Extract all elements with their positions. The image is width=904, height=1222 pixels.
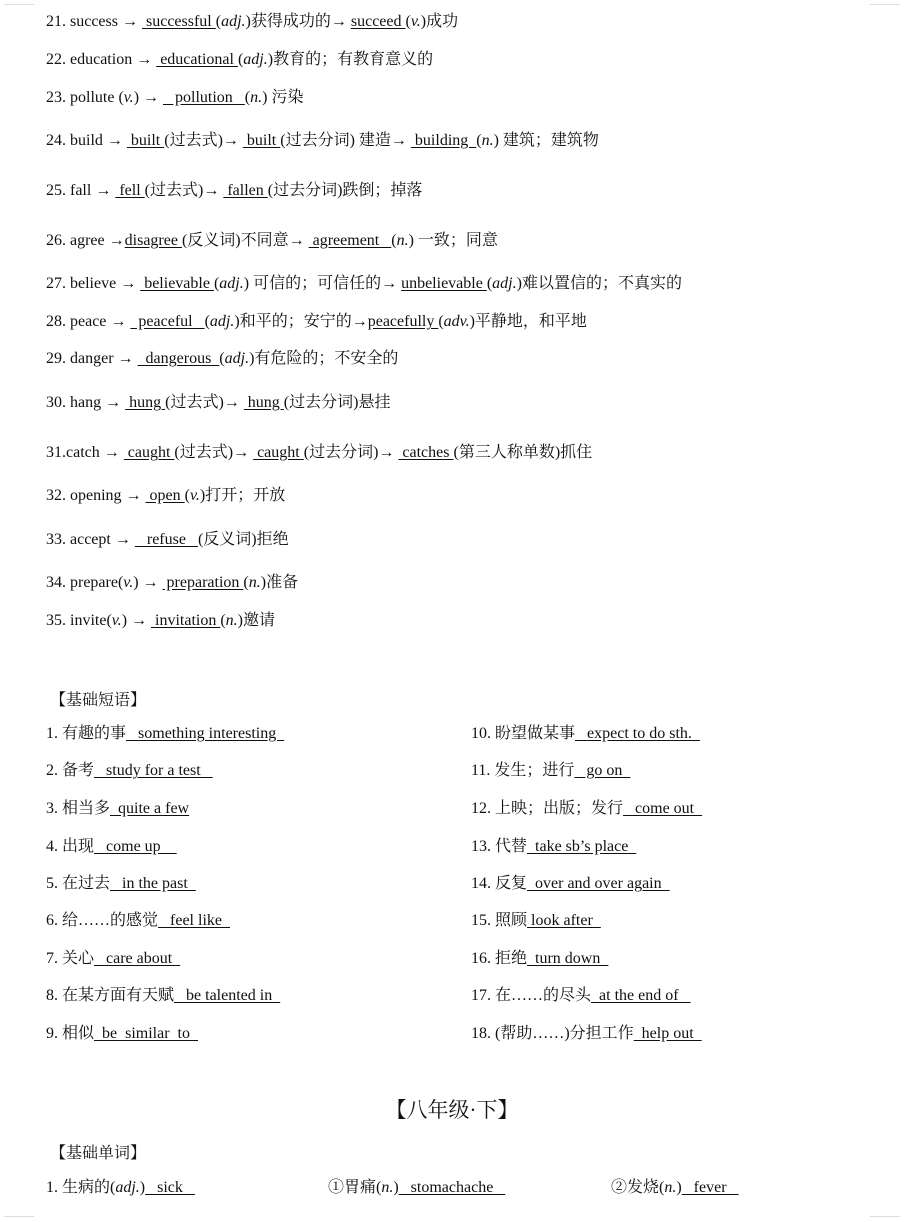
phrase-answer: go on	[574, 762, 631, 779]
phrase-item	[46, 761, 213, 781]
answer-text: fell	[115, 182, 145, 199]
item-text: 29. danger →	[46, 350, 138, 367]
phrase-number: 6.	[46, 912, 62, 929]
phrase-chinese: 关心	[62, 950, 95, 967]
phrase-number: 15.	[471, 912, 495, 929]
phrase-chinese: 在过去	[62, 875, 111, 892]
word-item	[46, 131, 599, 151]
corner-mark	[870, 4, 900, 5]
part-of-speech: v.	[410, 13, 421, 30]
part-of-speech: n.	[250, 89, 263, 106]
phrase-chinese: 有趣的事	[62, 725, 127, 742]
item-text: )成功	[420, 13, 459, 30]
item-text: 24. build →	[46, 132, 127, 149]
vocab-prompt: 1. 生病的(	[46, 1179, 116, 1196]
phrase-number: 11.	[471, 762, 495, 779]
part-of-speech: adj.	[209, 313, 235, 330]
phrase-answer: in the past	[110, 875, 196, 892]
vocab-section-title: 【基础单词】	[50, 1145, 147, 1162]
item-text: (	[184, 487, 190, 504]
part-of-speech: adj.	[243, 51, 268, 68]
phrase-item	[46, 874, 196, 894]
phrase-number: 3.	[46, 800, 62, 817]
phrase-answer: quite a few	[110, 800, 190, 817]
phrase-chinese: 拒绝	[495, 950, 528, 967]
phrase-answer: come up	[94, 838, 177, 855]
phrase-number: 8.	[46, 987, 62, 1004]
item-text: (	[204, 313, 210, 330]
answer-text: agreement	[308, 232, 392, 249]
item-text: (	[243, 574, 249, 591]
item-text: )获得成功的→	[245, 13, 351, 30]
answer-text: caught	[253, 444, 304, 461]
phrase-answer: look after	[527, 912, 601, 929]
phrase-chinese: 反复	[495, 875, 528, 892]
phrase-chinese: (帮助……)分担工作	[495, 1025, 634, 1042]
phrase-answer: take sb’s place	[527, 838, 637, 855]
item-text: (过去式)→	[164, 132, 243, 149]
word-item	[46, 312, 587, 332]
answer-text: catches	[398, 444, 454, 461]
phrase-item	[471, 874, 670, 894]
word-item	[46, 486, 285, 506]
part-of-speech: n.	[248, 574, 261, 591]
item-text: )教育的；有教育意义的	[267, 51, 434, 68]
item-text: 26. agree →	[46, 232, 125, 249]
item-text: (过去式)→	[144, 182, 224, 199]
part-of-speech: adv.	[443, 313, 470, 330]
phrase-item	[46, 724, 284, 744]
phrase-number: 14.	[471, 875, 495, 892]
item-text: )平静地，和平地	[469, 313, 587, 330]
item-text: (第三人称单数)抓住	[453, 444, 593, 461]
phrase-item	[46, 949, 180, 969]
item-text: 35. invite(	[46, 612, 112, 629]
vocab-item	[328, 1178, 505, 1198]
answer-text: invitation	[151, 612, 221, 629]
item-text: ) →	[133, 89, 164, 106]
phrase-chinese: 相似	[62, 1025, 95, 1042]
word-item	[46, 349, 398, 369]
part-of-speech: v.	[189, 487, 200, 504]
vocab-prompt: ②发烧(	[611, 1179, 665, 1196]
item-text: (	[486, 275, 493, 292]
phrase-item	[46, 911, 230, 931]
item-text: ) 建筑；建筑物	[493, 132, 599, 149]
item-text: ) →	[121, 612, 152, 629]
phrase-answer: be similar to	[94, 1025, 198, 1042]
phrase-item	[471, 724, 700, 744]
vocab-prompt: )	[139, 1179, 146, 1196]
answer-text: open	[145, 487, 185, 504]
item-text: )准备	[260, 574, 299, 591]
phrase-item	[471, 911, 601, 931]
part-of-speech: adj.	[224, 350, 250, 367]
item-text: (	[438, 313, 444, 330]
answer-text: hung	[243, 394, 284, 411]
answer-text: succeed	[350, 13, 406, 30]
item-text: 32. opening →	[46, 487, 146, 504]
corner-mark	[4, 1216, 34, 1217]
phrase-number: 18.	[471, 1025, 495, 1042]
item-text: (反义词)拒绝	[197, 531, 289, 548]
item-text: 23. pollute (	[46, 89, 124, 106]
phrase-answer: at the end of	[591, 987, 691, 1004]
answer-text: educational	[156, 51, 238, 68]
answer-text: built	[126, 132, 165, 149]
item-text: 27. believe →	[46, 275, 141, 292]
item-text: 22. education →	[46, 51, 157, 68]
item-text: (过去分词) 建造→	[280, 132, 411, 149]
item-text: (过去分词)悬挂	[283, 394, 391, 411]
phrase-answer: be talented in	[174, 987, 281, 1004]
phrase-answer: over and over again	[527, 875, 670, 892]
phrase-answer: turn down	[527, 950, 609, 967]
phrase-number: 9.	[46, 1025, 62, 1042]
vocab-item	[46, 1178, 195, 1198]
word-item	[46, 611, 275, 631]
item-text: (过去分词)跌倒；掉落	[267, 182, 423, 199]
item-text: ) 污染	[262, 89, 304, 106]
answer-text: preparation	[162, 574, 244, 591]
part-of-speech: v.	[123, 574, 134, 591]
answer-text: building	[410, 132, 477, 149]
part-of-speech: adj.	[115, 1179, 140, 1196]
phrase-number: 16.	[471, 950, 495, 967]
vocab-prompt: ①胃痛(	[328, 1179, 382, 1196]
item-text: )难以置信的；不真实的	[516, 275, 682, 292]
corner-mark	[870, 1216, 900, 1217]
part-of-speech: adj.	[221, 13, 246, 30]
answer-text: fallen	[223, 182, 268, 199]
item-text: ) 一致；同意	[408, 232, 498, 249]
item-text: )打开；开放	[199, 487, 286, 504]
corner-mark	[4, 4, 34, 5]
item-text: (	[213, 275, 220, 292]
item-text: 28. peace →	[46, 313, 131, 330]
item-text: 30. hang →	[46, 394, 126, 411]
item-text: )和平的；安宁的→	[234, 313, 368, 330]
phrase-item	[471, 949, 608, 969]
answer-text: successful	[141, 13, 216, 30]
phrase-answer: study for a test	[94, 762, 213, 779]
phrase-chinese: 代替	[495, 838, 528, 855]
phrase-item	[46, 1024, 198, 1044]
item-text: (	[237, 51, 244, 68]
vocab-prompt: )	[676, 1179, 682, 1196]
item-text: (过去式)→	[174, 444, 254, 461]
word-item	[46, 181, 422, 201]
item-text: (反义词)不同意→	[181, 232, 309, 249]
phrase-number: 1.	[46, 725, 62, 742]
phrase-item	[471, 761, 630, 781]
phrase-answer: something interesting	[126, 725, 285, 742]
item-text: (过去分词)→	[303, 444, 399, 461]
part-of-speech: v.	[111, 612, 122, 629]
phrase-chinese: 上映；出版；发行	[495, 800, 624, 817]
phrase-item	[46, 986, 280, 1006]
part-of-speech: adj.	[492, 275, 517, 292]
item-text: (	[476, 132, 482, 149]
answer-text: believable	[140, 275, 214, 292]
answer-text: refuse	[134, 531, 198, 548]
item-text: (	[215, 13, 222, 30]
part-of-speech: n.	[381, 1179, 394, 1196]
answer-text: disagree	[124, 232, 182, 249]
item-text: (	[220, 612, 226, 629]
part-of-speech: v.	[123, 89, 134, 106]
item-text: 31.catch →	[46, 444, 124, 461]
vocab-answer: fever	[681, 1179, 739, 1196]
word-item	[46, 274, 682, 294]
phrase-number: 7.	[46, 950, 62, 967]
phrase-chinese: 盼望做某事	[495, 725, 576, 742]
part-of-speech: n.	[396, 232, 409, 249]
item-text: )有危险的；不安全的	[249, 350, 399, 367]
answer-text: pollution	[163, 89, 245, 106]
phrase-chinese: 在某方面有天赋	[62, 987, 175, 1004]
phrase-item	[46, 799, 189, 819]
item-text: (	[405, 13, 411, 30]
phrase-answer: feel like	[158, 912, 230, 929]
phrase-item	[471, 1024, 702, 1044]
item-text: (过去式)→	[165, 394, 244, 411]
phrase-chinese: 发生；进行	[494, 762, 575, 779]
vocab-item	[611, 1178, 739, 1198]
vocab-answer: stomachache	[398, 1179, 506, 1196]
vocab-prompt: )	[393, 1179, 399, 1196]
item-text: 33. accept →	[46, 531, 135, 548]
part-of-speech: adj.	[219, 275, 244, 292]
grade-heading: 【八年级·下】	[385, 1098, 519, 1122]
item-text: 25. fall →	[46, 182, 116, 199]
word-item	[46, 12, 458, 32]
vocab-answer: sick	[145, 1179, 195, 1196]
phrase-number: 17.	[471, 987, 495, 1004]
item-text: (	[219, 350, 225, 367]
answer-text: peacefully	[367, 313, 439, 330]
part-of-speech: n.	[664, 1179, 677, 1196]
phrase-number: 5.	[46, 875, 62, 892]
phrase-answer: expect to do sth.	[575, 725, 700, 742]
word-item	[46, 88, 303, 108]
answer-text: built	[242, 132, 281, 149]
phrase-chinese: 照顾	[495, 912, 528, 929]
word-item	[46, 443, 592, 463]
phrase-answer: care about	[94, 950, 181, 967]
phrase-number: 4.	[46, 838, 62, 855]
item-text: (	[244, 89, 251, 106]
phrase-chinese: 相当多	[62, 800, 111, 817]
phrase-number: 10.	[471, 725, 495, 742]
item-text: 21. success →	[46, 13, 142, 30]
phrase-answer: help out	[633, 1025, 702, 1042]
item-text: (	[391, 232, 397, 249]
word-item	[46, 393, 390, 413]
item-text: 34. prepare(	[46, 574, 124, 591]
phrase-chinese: 出现	[62, 838, 95, 855]
phrase-number: 12.	[471, 800, 495, 817]
word-item	[46, 573, 298, 593]
phrase-item	[471, 986, 691, 1006]
word-item	[46, 50, 433, 70]
phrase-item	[471, 799, 702, 819]
phrase-number: 13.	[471, 838, 495, 855]
phrase-chinese: 给……的感觉	[62, 912, 159, 929]
answer-text: dangerous	[137, 350, 220, 367]
answer-text: caught	[123, 444, 175, 461]
part-of-speech: n.	[225, 612, 238, 629]
item-text: ) 可信的；可信任的→	[243, 275, 402, 292]
answer-text: unbelievable	[401, 275, 487, 292]
answer-text: peaceful	[130, 313, 205, 330]
phrase-item	[46, 837, 177, 857]
word-item	[46, 231, 498, 251]
phrase-section-title: 【基础短语】	[50, 692, 147, 709]
word-item	[46, 530, 289, 550]
item-text: ) →	[133, 574, 163, 591]
answer-text: hung	[125, 394, 166, 411]
phrase-answer: come out	[623, 800, 703, 817]
phrase-chinese: 在……的尽头	[495, 987, 592, 1004]
part-of-speech: n.	[481, 132, 494, 149]
phrase-item	[471, 837, 636, 857]
phrase-number: 2.	[46, 762, 62, 779]
item-text: )邀请	[237, 612, 276, 629]
phrase-chinese: 备考	[62, 762, 95, 779]
